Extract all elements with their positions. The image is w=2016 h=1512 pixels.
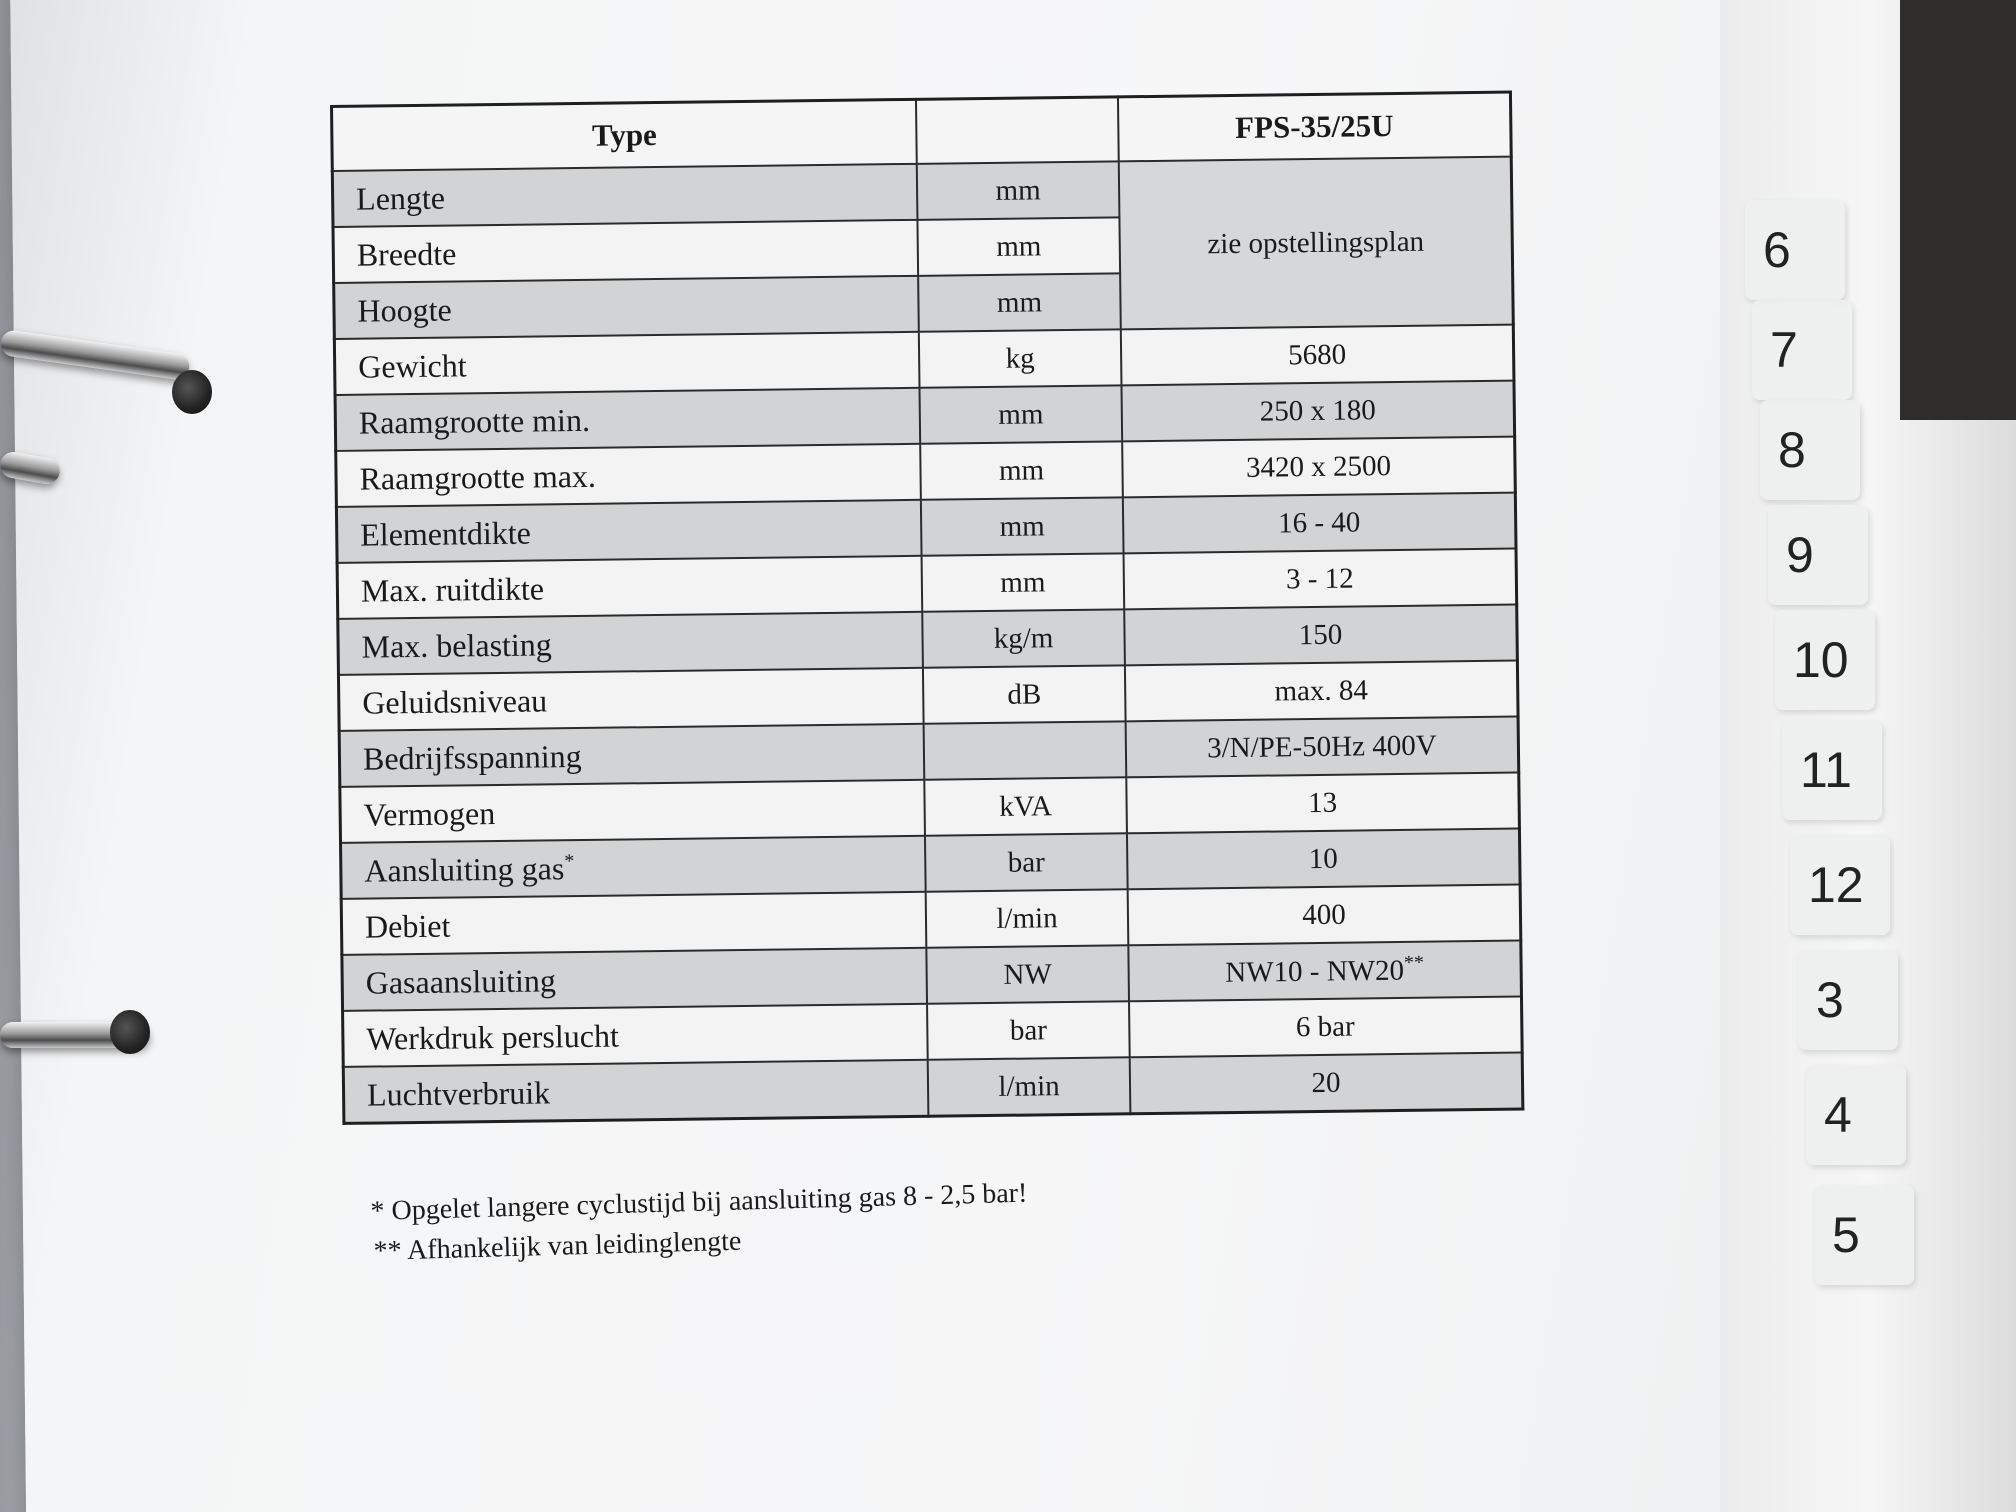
- spec-label: [343, 1060, 928, 1124]
- spec-label: [332, 164, 917, 227]
- spec-label: [337, 556, 922, 619]
- divider-tab[interactable]: [1745, 200, 1845, 300]
- spec-unit: NW: [926, 945, 1129, 1003]
- spec-label: [334, 332, 919, 395]
- spec-unit: mm: [920, 441, 1123, 499]
- footnote-gas: * Opgelet langere cyclustijd bij aansluiting gas 8 - 2,5 bar!: [370, 1177, 1028, 1227]
- footnote-marker: *: [564, 849, 575, 873]
- ring-hole-top: [172, 370, 212, 414]
- spec-label-text: Max. ruitdikte: [360, 569, 545, 609]
- divider-tab-label: 11: [1800, 742, 1852, 798]
- spec-value-text: NW10 - NW20: [1225, 954, 1405, 989]
- spec-label-text: Raamgrootte min.: [358, 401, 591, 441]
- spec-unit: bar: [927, 1001, 1130, 1059]
- divider-tab[interactable]: [1752, 300, 1852, 400]
- spec-label: [336, 444, 921, 507]
- spec-value: [1129, 997, 1522, 1058]
- spec-label-text: Hoogte: [357, 291, 452, 329]
- header-unit: [916, 97, 1119, 164]
- spec-unit: kg/m: [922, 609, 1125, 667]
- spec-unit: mm: [921, 497, 1124, 555]
- spec-label: [333, 220, 918, 283]
- divider-tab[interactable]: [1814, 1185, 1914, 1285]
- footnote-marker: **: [1403, 951, 1425, 975]
- divider-tab-label: 12: [1808, 857, 1864, 913]
- spec-unit: [924, 721, 1127, 779]
- spec-value: [1126, 717, 1519, 778]
- spec-label-text: Bedrijfsspanning: [362, 737, 582, 777]
- spec-label-text: Vermogen: [363, 794, 496, 833]
- spec-label: [341, 892, 926, 955]
- divider-tab-label: 3: [1816, 972, 1844, 1028]
- spec-label: [339, 724, 924, 787]
- spec-value-text: 150: [1298, 618, 1343, 651]
- spec-value-text: 16 - 40: [1277, 505, 1361, 539]
- divider-tab-label: 6: [1763, 222, 1791, 278]
- divider-tab-label: 4: [1824, 1087, 1852, 1143]
- spec-value-merged: zie opstellingsplan: [1119, 157, 1514, 330]
- spec-label: [342, 948, 927, 1011]
- spec-value-text: 400: [1302, 898, 1346, 931]
- spec-value: [1130, 1053, 1523, 1114]
- spec-value: [1128, 885, 1521, 946]
- spec-label-text: Debiet: [364, 907, 451, 945]
- divider-tab-label: 7: [1770, 322, 1798, 378]
- spec-value-text: max. 84: [1274, 673, 1369, 708]
- spec-value: [1126, 773, 1519, 834]
- spec-unit: mm: [917, 217, 1120, 275]
- ring-hole-bottom: [110, 1010, 150, 1054]
- spec-label-text: Aansluiting gas: [364, 849, 565, 889]
- spec-unit: mm: [919, 385, 1122, 443]
- spec-label-text: Gasaansluiting: [365, 961, 557, 1001]
- divider-tab-label: 10: [1793, 632, 1849, 688]
- divider-tab-label: 8: [1778, 422, 1806, 478]
- spec-label-text: Geluidsniveau: [362, 681, 548, 721]
- spec-value-text: 5680: [1287, 338, 1347, 371]
- spec-value-text: 3420 x 2500: [1245, 449, 1392, 484]
- divider-tab-label: 9: [1786, 527, 1814, 583]
- spec-value: [1124, 549, 1517, 610]
- header-model: FPS-35/25U: [1118, 92, 1511, 161]
- spec-label-text: Elementdikte: [360, 514, 532, 553]
- spec-label: [336, 500, 921, 563]
- spec-value-text: 250 x 180: [1259, 393, 1376, 428]
- spec-value: [1121, 325, 1514, 386]
- spec-unit: dB: [923, 665, 1126, 723]
- spec-value-text: 20: [1311, 1066, 1341, 1099]
- divider-tab-label: 5: [1832, 1207, 1860, 1263]
- spec-unit: l/min: [928, 1057, 1131, 1116]
- divider-tab[interactable]: [1782, 720, 1882, 820]
- spec-label: [340, 780, 925, 843]
- spec-table-wrapper: [330, 91, 1524, 1125]
- spec-value: [1121, 381, 1514, 442]
- spec-table: [330, 91, 1524, 1125]
- header-type: Type: [332, 99, 917, 171]
- spec-unit: kg: [919, 329, 1122, 387]
- spec-unit: l/min: [926, 889, 1129, 947]
- divider-tab[interactable]: [1798, 950, 1898, 1050]
- spec-value-text: 13: [1307, 786, 1338, 819]
- spec-label: [341, 836, 926, 899]
- spec-table-body: [332, 157, 1523, 1124]
- spec-unit: mm: [918, 273, 1121, 331]
- spec-label-text: Lengte: [355, 179, 446, 217]
- spec-label-text: Luchtverbruik: [366, 1073, 551, 1113]
- spec-unit: kVA: [924, 777, 1127, 835]
- spec-unit: bar: [925, 833, 1128, 891]
- divider-tab[interactable]: [1806, 1065, 1906, 1165]
- spec-value: [1124, 605, 1517, 666]
- divider-tab[interactable]: [1775, 610, 1875, 710]
- divider-tab[interactable]: [1768, 505, 1868, 605]
- spec-value: [1127, 829, 1520, 890]
- spec-unit: mm: [917, 161, 1120, 219]
- spec-value: [1123, 493, 1516, 554]
- spec-value: [1122, 437, 1515, 498]
- spec-label-text: Raamgrootte max.: [359, 457, 597, 497]
- spec-label: [334, 276, 919, 339]
- footnote-line-length: ** Afhankelijk van leidinglengte: [373, 1225, 742, 1267]
- divider-tab[interactable]: [1760, 400, 1860, 500]
- spec-value-text: 6 bar: [1295, 1010, 1355, 1043]
- divider-tab[interactable]: [1790, 835, 1890, 935]
- spec-unit: mm: [922, 553, 1125, 611]
- spec-value-text: 3/N/PE-50Hz 400V: [1206, 729, 1437, 764]
- spec-label: [338, 612, 923, 675]
- spec-label-text: Werkdruk perslucht: [366, 1017, 620, 1057]
- spec-label-text: Breedte: [356, 234, 457, 273]
- background-surface: [1900, 0, 2016, 420]
- spec-value: [1128, 941, 1521, 1002]
- spec-label: [335, 388, 920, 451]
- spec-value: [1125, 661, 1518, 722]
- spec-label-text: Max. belasting: [361, 625, 553, 665]
- spec-label-text: Gewicht: [357, 346, 467, 385]
- spec-value-text: 10: [1308, 842, 1338, 875]
- spec-label: [343, 1004, 928, 1067]
- spec-value-text: 3 - 12: [1285, 562, 1354, 595]
- spec-label: [338, 668, 923, 731]
